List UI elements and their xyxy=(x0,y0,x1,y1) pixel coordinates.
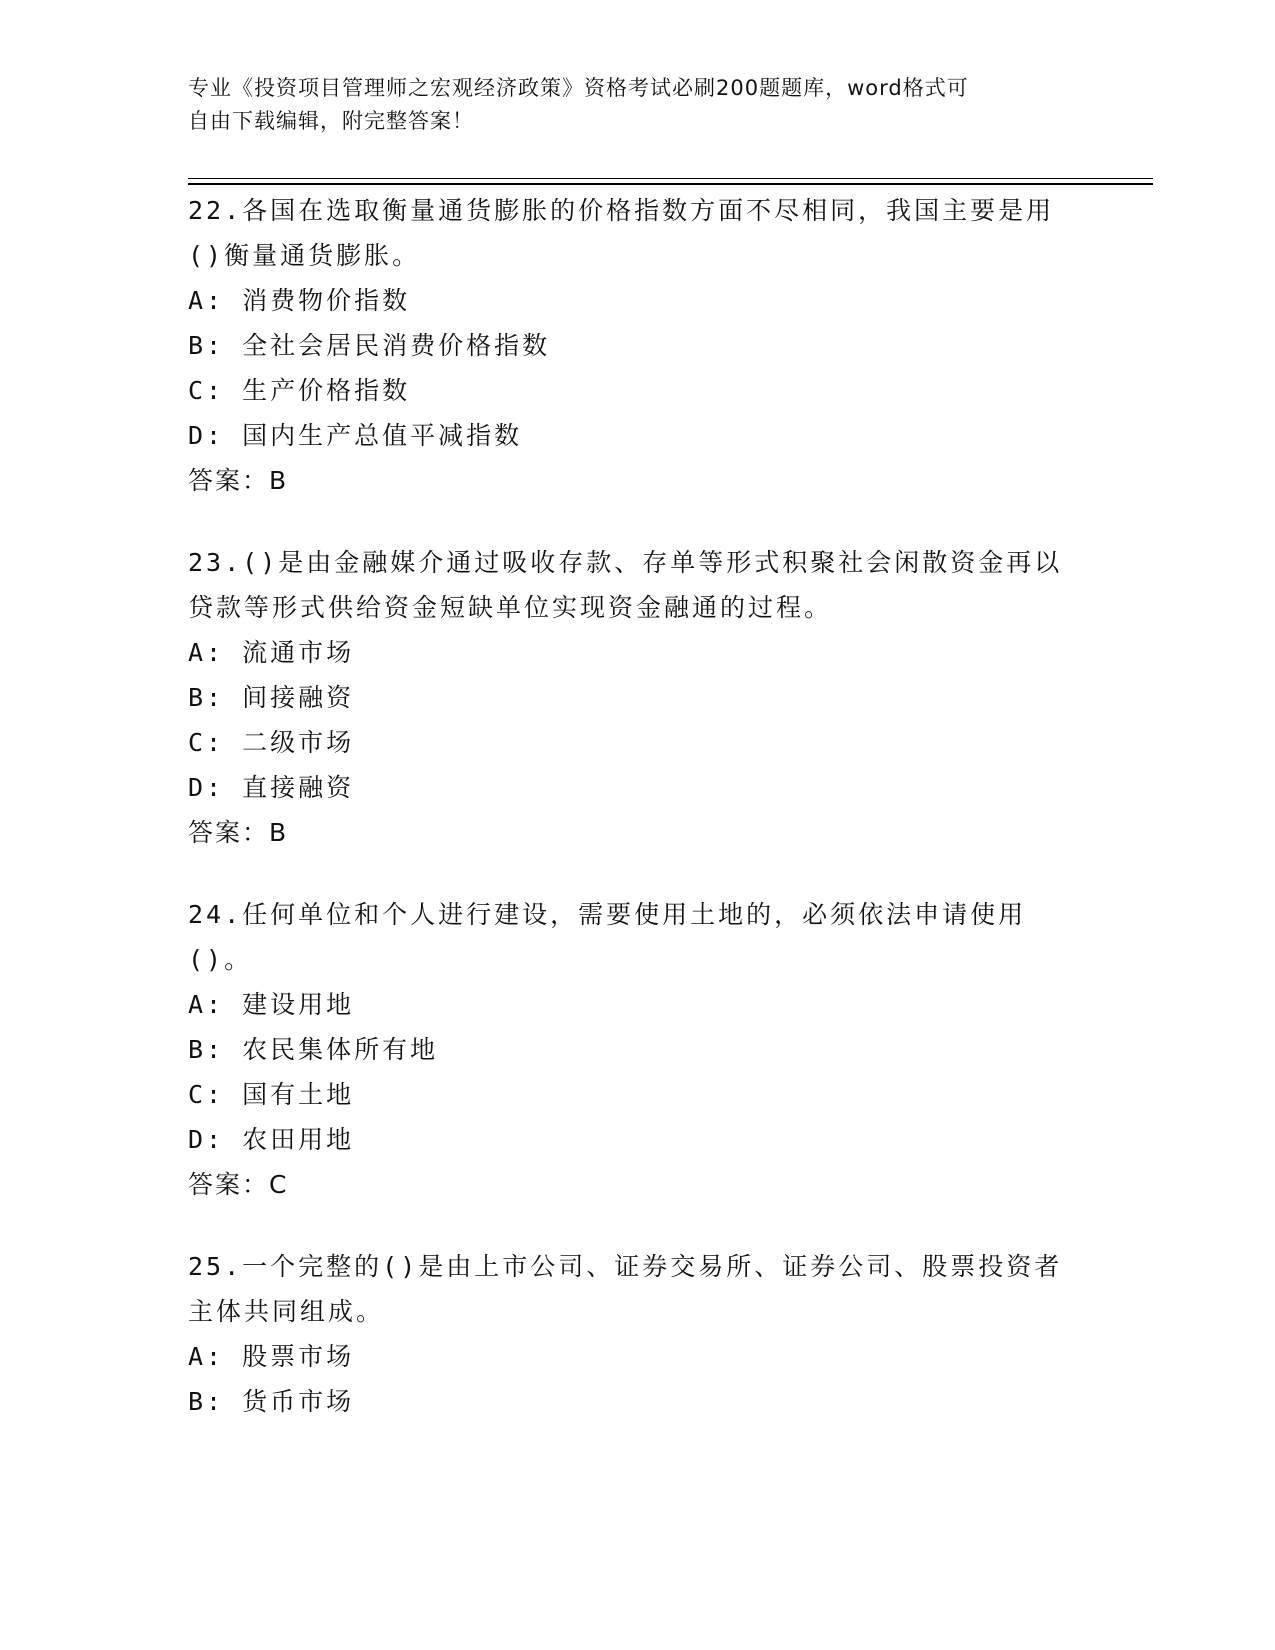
option-a xyxy=(188,1334,1088,1379)
option-letter: A: xyxy=(188,1342,225,1371)
option-text: 生产价格指数 xyxy=(242,376,411,405)
option-text: 货币市场 xyxy=(242,1387,355,1416)
option-letter: D: xyxy=(188,1125,225,1154)
option-letter: A: xyxy=(188,286,225,315)
option-letter: B: xyxy=(188,1387,225,1416)
option-a xyxy=(188,278,1088,323)
option-letter: B: xyxy=(188,1035,225,1064)
question-25 xyxy=(188,1244,1088,1424)
option-d xyxy=(188,765,1088,810)
option-text: 国内生产总值平减指数 xyxy=(242,421,523,450)
option-text: 农民集体所有地 xyxy=(242,1035,439,1064)
option-c xyxy=(188,1072,1088,1117)
option-c xyxy=(188,368,1088,413)
option-text: 股票市场 xyxy=(242,1342,355,1371)
option-d xyxy=(188,1117,1088,1162)
question-23 xyxy=(188,540,1088,855)
option-text: 消费物价指数 xyxy=(242,286,411,315)
option-letter: B: xyxy=(188,683,225,712)
question-text: 22.各国在选取衡量通货膨胀的价格指数方面不尽相同，我国主要是用()衡量通货膨胀。 xyxy=(188,196,1055,270)
option-b xyxy=(188,675,1088,720)
option-text: 建设用地 xyxy=(242,990,355,1019)
header-line-1: 专业《投资项目管理师之宏观经济政策》资格考试必刷200题题库，word格式可 xyxy=(188,76,969,100)
option-letter: B: xyxy=(188,331,225,360)
header-line-2: 自由下载编辑，附完整答案！ xyxy=(188,109,474,133)
answer-line: 答案：B xyxy=(188,818,289,847)
document-header xyxy=(188,72,1068,138)
option-letter: C: xyxy=(188,376,225,405)
question-list xyxy=(188,188,1088,1461)
option-letter: A: xyxy=(188,990,225,1019)
option-b xyxy=(188,1379,1088,1424)
option-letter: A: xyxy=(188,638,225,667)
option-b xyxy=(188,1027,1088,1072)
option-letter: D: xyxy=(188,773,225,802)
option-text: 间接融资 xyxy=(242,683,355,712)
question-text: 25.一个完整的()是由上市公司、证券交易所、证券公司、股票投资者主体共同组成。 xyxy=(188,1252,1063,1326)
option-letter: C: xyxy=(188,1080,225,1109)
option-letter: C: xyxy=(188,728,225,757)
option-text: 流通市场 xyxy=(242,638,355,667)
question-24 xyxy=(188,892,1088,1207)
question-text: 24.任何单位和个人进行建设，需要使用土地的，必须依法申请使用()。 xyxy=(188,900,1027,974)
option-text: 全社会居民消费价格指数 xyxy=(242,331,551,360)
header-divider-thin xyxy=(188,178,1153,179)
option-text: 国有土地 xyxy=(242,1080,355,1109)
option-text: 农田用地 xyxy=(242,1125,355,1154)
answer-line: 答案：B xyxy=(188,466,289,495)
option-a xyxy=(188,982,1088,1027)
option-c xyxy=(188,720,1088,765)
answer-line: 答案：C xyxy=(188,1170,289,1199)
question-text: 23.()是由金融媒介通过吸收存款、存单等形式积聚社会闲散资金再以贷款等形式供给资金短缺单位实现资金融通的过程。 xyxy=(188,548,1063,622)
option-text: 直接融资 xyxy=(242,773,355,802)
header-divider-thick xyxy=(188,183,1153,185)
option-a xyxy=(188,630,1088,675)
option-text: 二级市场 xyxy=(242,728,355,757)
question-22 xyxy=(188,188,1088,503)
option-letter: D: xyxy=(188,421,225,450)
option-d xyxy=(188,413,1088,458)
option-b xyxy=(188,323,1088,368)
